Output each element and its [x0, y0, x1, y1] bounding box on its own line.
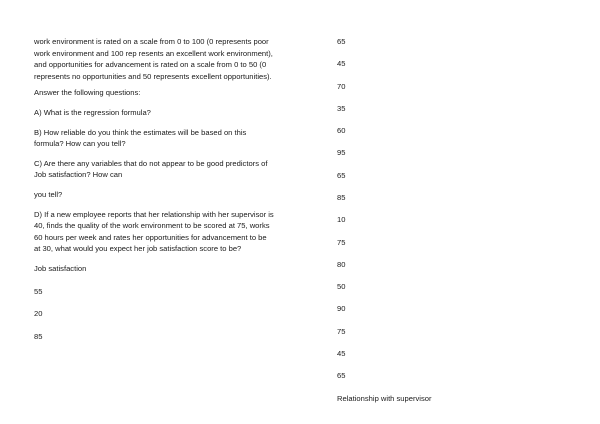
value-item: 65: [337, 37, 346, 46]
job-satisfaction-value: 55: [34, 286, 43, 296]
relationship-with-supervisor-label: Relationship with supervisor: [337, 393, 432, 403]
value-item: 45: [337, 59, 346, 69]
value-item: 70: [337, 81, 346, 91]
value-item: 35: [337, 103, 346, 113]
question-c: C) Are there any variables that do not appear to be good predictors of Job satisfaction? How can: [34, 158, 268, 180]
value-item: 65: [337, 371, 346, 381]
value-item: 75: [337, 237, 346, 247]
question-d: D) If a new employee reports that her relationship with her supervisor is 40, finds the quality of the work environment to be scored at 75, works 60 hours per week and rates her opportunities for advancement to be at 30, what would you expect her job satisfaction score to be?: [34, 209, 274, 254]
answer-prompt: Answer the following questions:: [34, 88, 141, 98]
value-item: 95: [337, 148, 346, 158]
question-c-continued: you tell?: [34, 189, 63, 199]
job-satisfaction-label: Job satisfaction: [34, 263, 87, 273]
value-item: 50: [337, 282, 346, 292]
value-item: 80: [337, 259, 346, 269]
value-item: 10: [337, 215, 346, 225]
value-item: 90: [337, 304, 346, 314]
value-item: 85: [337, 192, 346, 202]
value-item: 45: [337, 348, 346, 358]
right-column: [337, 36, 537, 404]
question-a: A) What is the regression formula?: [34, 107, 151, 117]
job-satisfaction-value: 20: [34, 309, 43, 319]
question-b: B) How reliable do you think the estimates will be based on this formula? How can you tell?: [34, 127, 247, 149]
value-item: 65: [337, 170, 346, 180]
value-item: 75: [337, 326, 346, 336]
left-column: [34, 36, 274, 353]
intro-paragraph: work environment is rated on a scale from 0 to 100 (0 represents poor work environment and 100 rep resents an excellent work environment), and opportunities for advancement is rated on a scale from 0 to 50 (0 represents no opportunities and 50 represents excellent opportunities).: [34, 37, 273, 81]
value-item: 60: [337, 126, 346, 136]
job-satisfaction-value: 85: [34, 331, 43, 341]
